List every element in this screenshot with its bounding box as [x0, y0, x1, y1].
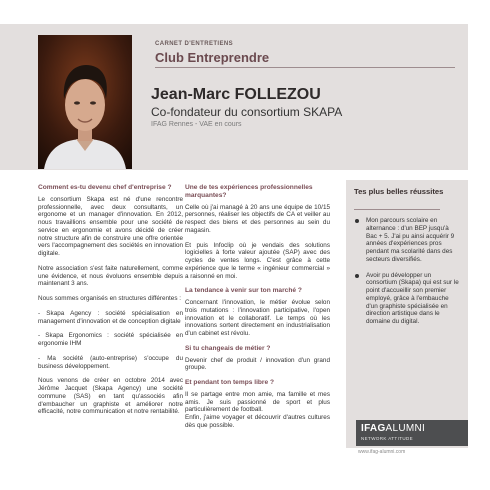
answer-paragraph: Et puis Infoclip où je vendais des solutions logicielles à forte valeur ajoutée (SAP) avec des cycles de ventes longs. C'est grâce à cette expérience que le terme « ingénieur commercial » a raisonné en moi.: [185, 241, 330, 280]
answer-paragraph: Celle où j'ai managé à 20 ans une équipe de 10/15 personnes, réaliser les objectifs de CA et veiller au respect des biens et des personnes au sein du magasin.: [185, 203, 330, 234]
question-heading: Si tu changeais de métier ?: [185, 344, 271, 352]
question-heading: Comment es-tu devenu chef d'entreprise ?: [38, 184, 172, 191]
sidebar-title: Tes plus belles réussites: [354, 187, 444, 196]
answer-paragraph: Notre association s'est faite naturellement, comme une évidence, et nous évoluons ensemble depuis maintenant 3 ans.: [38, 264, 183, 288]
person-role: Co-fondateur du consortium SKAPA: [151, 105, 343, 119]
answer-paragraph: Il se partage entre mon amie, ma famille et mes amis. Je suis passionné de sport et plus particulièrement de football.: [185, 390, 330, 414]
list-item-text: Mon parcours scolaire en alternance : d'un BEP jusqu'à Bac + 5. J'ai pu ainsi acquérir 9 années d'expériences pros pendant ma scolarité dans des secteurs diversifiés.: [366, 217, 455, 263]
logo-bold: IFAG: [361, 423, 386, 434]
list-item-text: Avoir pu développer un consortium (Skapa) qui est sur le point d'accueillir son premier employé, grâce à l'embauche d'un graphiste spécialisée en direction artistique dans le domaine du digital.: [366, 271, 459, 325]
answer-paragraph: Nous venons de créer en octobre 2014 avec Jérôme Jacquet (Skapa Agency) une société commune (SAS) en tant qu'associés afin d'embaucher un graphiste et améliorer notre efficacité, notre communication et notre rentabilité.: [38, 377, 183, 416]
series-kicker: CARNET D'ENTRETIENS: [155, 41, 234, 47]
portrait-photo: [38, 35, 132, 169]
ifag-alumni-logo: [356, 420, 468, 446]
question-heading: Une de tes expériences professionnelles marquantes?: [185, 184, 313, 199]
logo-tagline: NETWORK ATTITUDE: [361, 436, 414, 441]
interview-column-2: [185, 184, 330, 430]
answer-paragraph: - Skapa Ergonomics : société spécialisée en ergonomie IHM: [38, 332, 183, 347]
interview-column-1: [38, 184, 183, 416]
successes-list: [346, 217, 468, 334]
answer-paragraph: - Ma société (auto-entreprise) s'occupe du business développement.: [38, 354, 183, 370]
header-divider: [155, 67, 455, 68]
answer-paragraph: Devenir chef de produit / innovation d'un grand groupe.: [185, 356, 330, 372]
successes-sidebar: [346, 180, 468, 448]
bullet-icon: [355, 274, 359, 278]
answer-paragraph: Enfin, j'aime voyager et découvrir d'autres cultures dès que possible.: [185, 414, 330, 429]
person-name: Jean-Marc FOLLEZOU: [151, 86, 321, 103]
question-heading: Et pendant ton temps libre ?: [185, 379, 275, 386]
list-item: [346, 272, 468, 326]
answer-paragraph: Nous sommes organisés en structures différentes :: [38, 295, 182, 302]
sidebar-divider: [354, 209, 440, 210]
question-heading: La tendance à venir sur ton marché ?: [185, 287, 302, 295]
club-title: Club Entreprendre: [155, 50, 270, 65]
logo-wordmark: [361, 423, 425, 434]
bullet-icon: [355, 219, 359, 223]
answer-paragraph: Le consortium Skapa est né d'une rencontre professionnelle, avec deux consultants, un ergonome et un manager d'innovation. En 2012, nous travaillions ensemble pour une société de service en ergonomie et avons décidé de créer notre structure afin de construire une offre orientée vers l'accompagnement des sociétés en innovation digitale.: [38, 195, 183, 257]
person-school: IFAG Rennes - VAE en cours: [151, 121, 242, 128]
website-link[interactable]: www.ifag-alumni.com: [358, 449, 406, 455]
list-item: [346, 217, 468, 264]
answer-paragraph: - Skapa Agency : société spécialisation en management d'innovation et de conception digitale: [38, 309, 183, 325]
answer-paragraph: Concernant l'innovation, le métier évolue selon trois mutations : l'innovation participative, l'open innovation et le collaboratif. Le temps où les innovations sortent directement en industrialisation d'un cabinet est révolu.: [185, 299, 330, 337]
logo-light: ALUMNI: [385, 423, 426, 434]
